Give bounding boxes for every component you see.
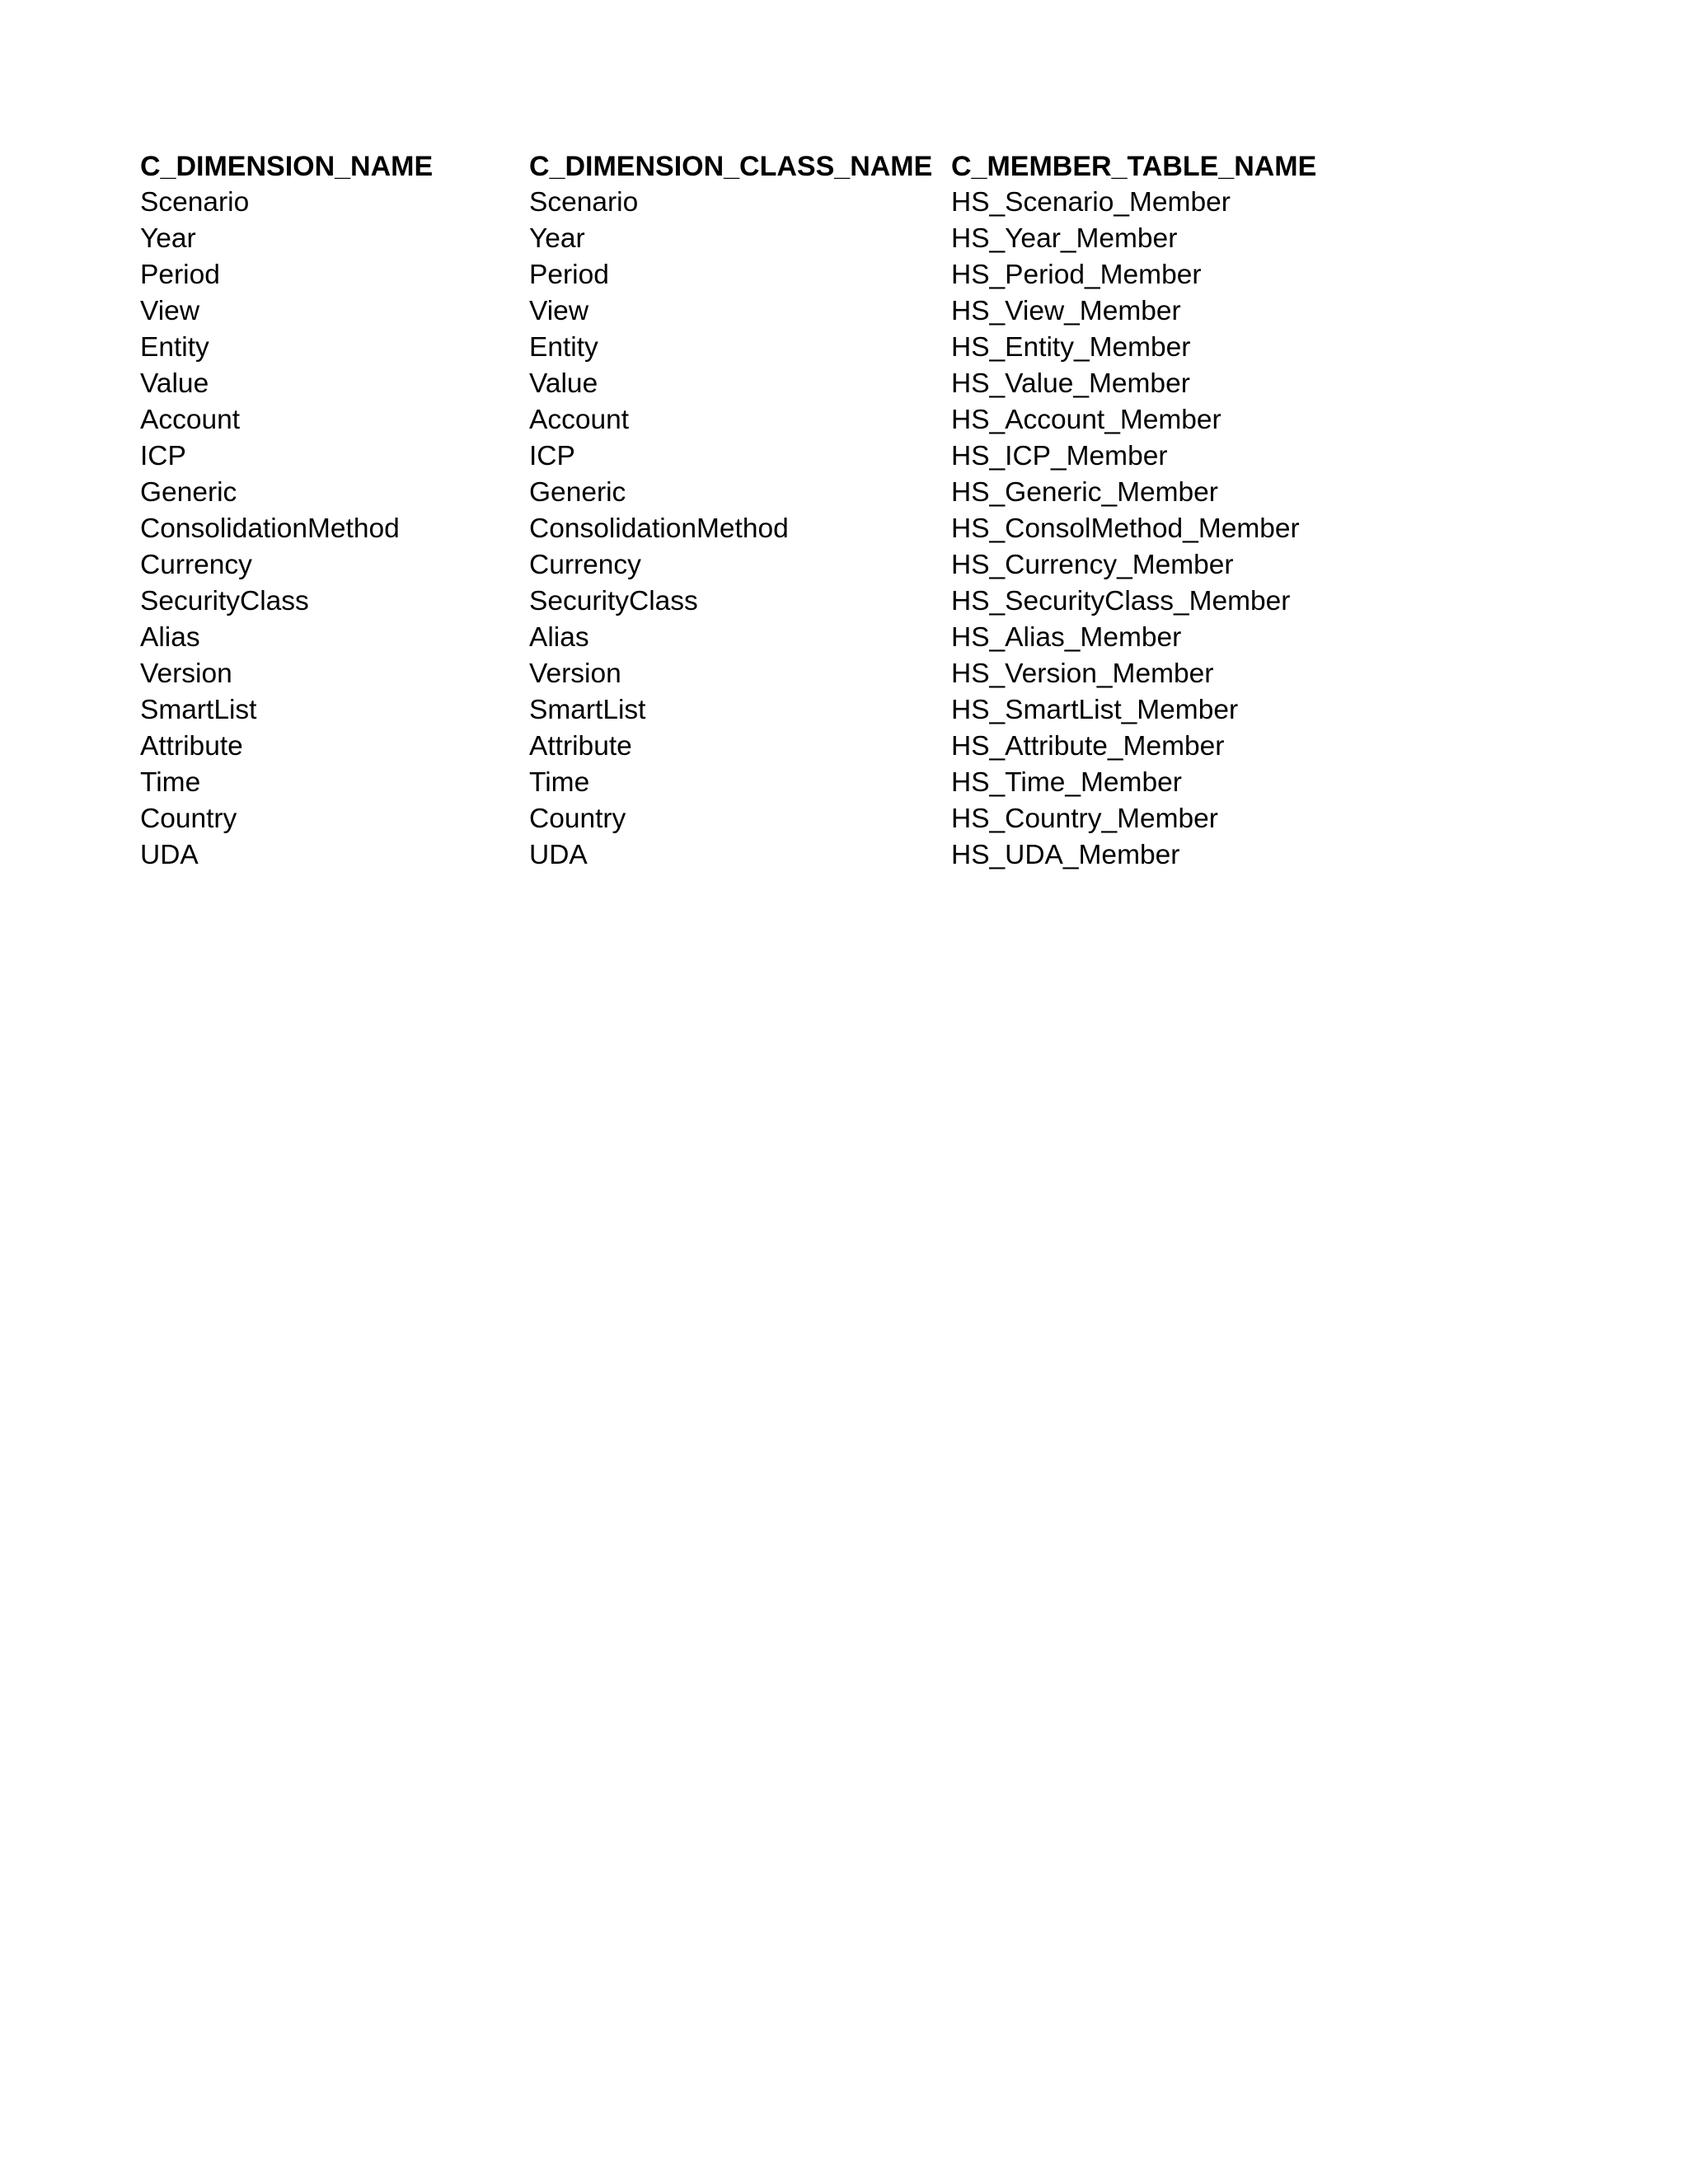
cell-dimension-class-name: Attribute <box>529 731 632 762</box>
cell-member-table-name: HS_Entity_Member <box>951 332 1191 363</box>
cell-dimension-name: Scenario <box>140 187 250 218</box>
cell-dimension-class-name: Alias <box>529 622 589 653</box>
cell-member-table-name: HS_ICP_Member <box>951 441 1168 471</box>
cell-member-table-name: HS_SmartList_Member <box>951 695 1239 725</box>
table-row <box>140 583 1380 620</box>
cell-dimension-class-name: Year <box>529 223 585 254</box>
header-dimension-name: C_DIMENSION_NAME <box>140 151 434 182</box>
cell-dimension-class-name: ConsolidationMethod <box>529 513 789 544</box>
table-row <box>140 837 1380 874</box>
table-row <box>140 692 1380 729</box>
cell-member-table-name: HS_SecurityClass_Member <box>951 586 1291 616</box>
cell-member-table-name: HS_Attribute_Member <box>951 731 1225 762</box>
cell-dimension-name: View <box>140 296 200 326</box>
cell-dimension-class-name: ICP <box>529 441 575 471</box>
cell-dimension-name: SecurityClass <box>140 586 309 616</box>
table-row <box>140 475 1380 511</box>
table-row <box>140 293 1380 330</box>
table-row <box>140 656 1380 692</box>
table-row <box>140 402 1380 438</box>
table-row <box>140 366 1380 402</box>
cell-dimension-class-name: UDA <box>529 840 588 870</box>
table-row <box>140 330 1380 366</box>
cell-dimension-name: ICP <box>140 441 186 471</box>
cell-dimension-class-name: View <box>529 296 589 326</box>
cell-member-table-name: HS_Period_Member <box>951 260 1202 290</box>
cell-member-table-name: HS_Currency_Member <box>951 550 1234 580</box>
table-row <box>140 620 1380 656</box>
cell-member-table-name: HS_Value_Member <box>951 368 1190 399</box>
table-row <box>140 257 1380 293</box>
table-row <box>140 185 1380 221</box>
cell-dimension-name: Alias <box>140 622 200 653</box>
cell-dimension-class-name: Country <box>529 804 626 834</box>
cell-member-table-name: HS_Alias_Member <box>951 622 1182 653</box>
cell-dimension-name: Entity <box>140 332 209 363</box>
table-row <box>140 729 1380 765</box>
cell-dimension-name: UDA <box>140 840 199 870</box>
cell-dimension-name: Attribute <box>140 731 243 762</box>
table-row <box>140 221 1380 257</box>
cell-member-table-name: HS_Generic_Member <box>951 477 1218 508</box>
cell-dimension-class-name: Generic <box>529 477 626 508</box>
cell-dimension-class-name: Currency <box>529 550 641 580</box>
cell-dimension-class-name: Entity <box>529 332 598 363</box>
table-row <box>140 801 1380 837</box>
cell-dimension-name: Currency <box>140 550 252 580</box>
header-dimension-class-name: C_DIMENSION_CLASS_NAME <box>529 151 933 182</box>
cell-member-table-name: HS_Year_Member <box>951 223 1178 254</box>
cell-dimension-name: Time <box>140 767 201 798</box>
cell-dimension-class-name: Scenario <box>529 187 639 218</box>
cell-member-table-name: HS_Account_Member <box>951 405 1221 435</box>
cell-dimension-name: Year <box>140 223 196 254</box>
cell-dimension-name: ConsolidationMethod <box>140 513 400 544</box>
cell-dimension-name: Period <box>140 260 220 290</box>
cell-member-table-name: HS_Scenario_Member <box>951 187 1231 218</box>
table-row <box>140 511 1380 547</box>
cell-dimension-class-name: Time <box>529 767 590 798</box>
cell-member-table-name: HS_Version_Member <box>951 658 1214 689</box>
header-member-table-name: C_MEMBER_TABLE_NAME <box>951 151 1317 182</box>
table-row <box>140 438 1380 475</box>
cell-dimension-class-name: Period <box>529 260 609 290</box>
table-header-row <box>140 148 1380 185</box>
cell-dimension-class-name: Value <box>529 368 598 399</box>
cell-dimension-name: Generic <box>140 477 237 508</box>
cell-member-table-name: HS_Time_Member <box>951 767 1182 798</box>
table-row <box>140 765 1380 801</box>
cell-dimension-class-name: SecurityClass <box>529 586 698 616</box>
cell-member-table-name: HS_ConsolMethod_Member <box>951 513 1300 544</box>
dimension-table <box>140 148 1380 874</box>
cell-member-table-name: HS_View_Member <box>951 296 1181 326</box>
cell-dimension-name: Account <box>140 405 241 435</box>
cell-dimension-class-name: SmartList <box>529 695 646 725</box>
table-body <box>140 185 1380 874</box>
table-row <box>140 547 1380 583</box>
cell-dimension-name: Country <box>140 804 237 834</box>
cell-dimension-name: Value <box>140 368 209 399</box>
cell-dimension-class-name: Version <box>529 658 621 689</box>
cell-member-table-name: HS_UDA_Member <box>951 840 1180 870</box>
cell-dimension-name: SmartList <box>140 695 257 725</box>
cell-member-table-name: HS_Country_Member <box>951 804 1218 834</box>
cell-dimension-class-name: Account <box>529 405 630 435</box>
cell-dimension-name: Version <box>140 658 232 689</box>
